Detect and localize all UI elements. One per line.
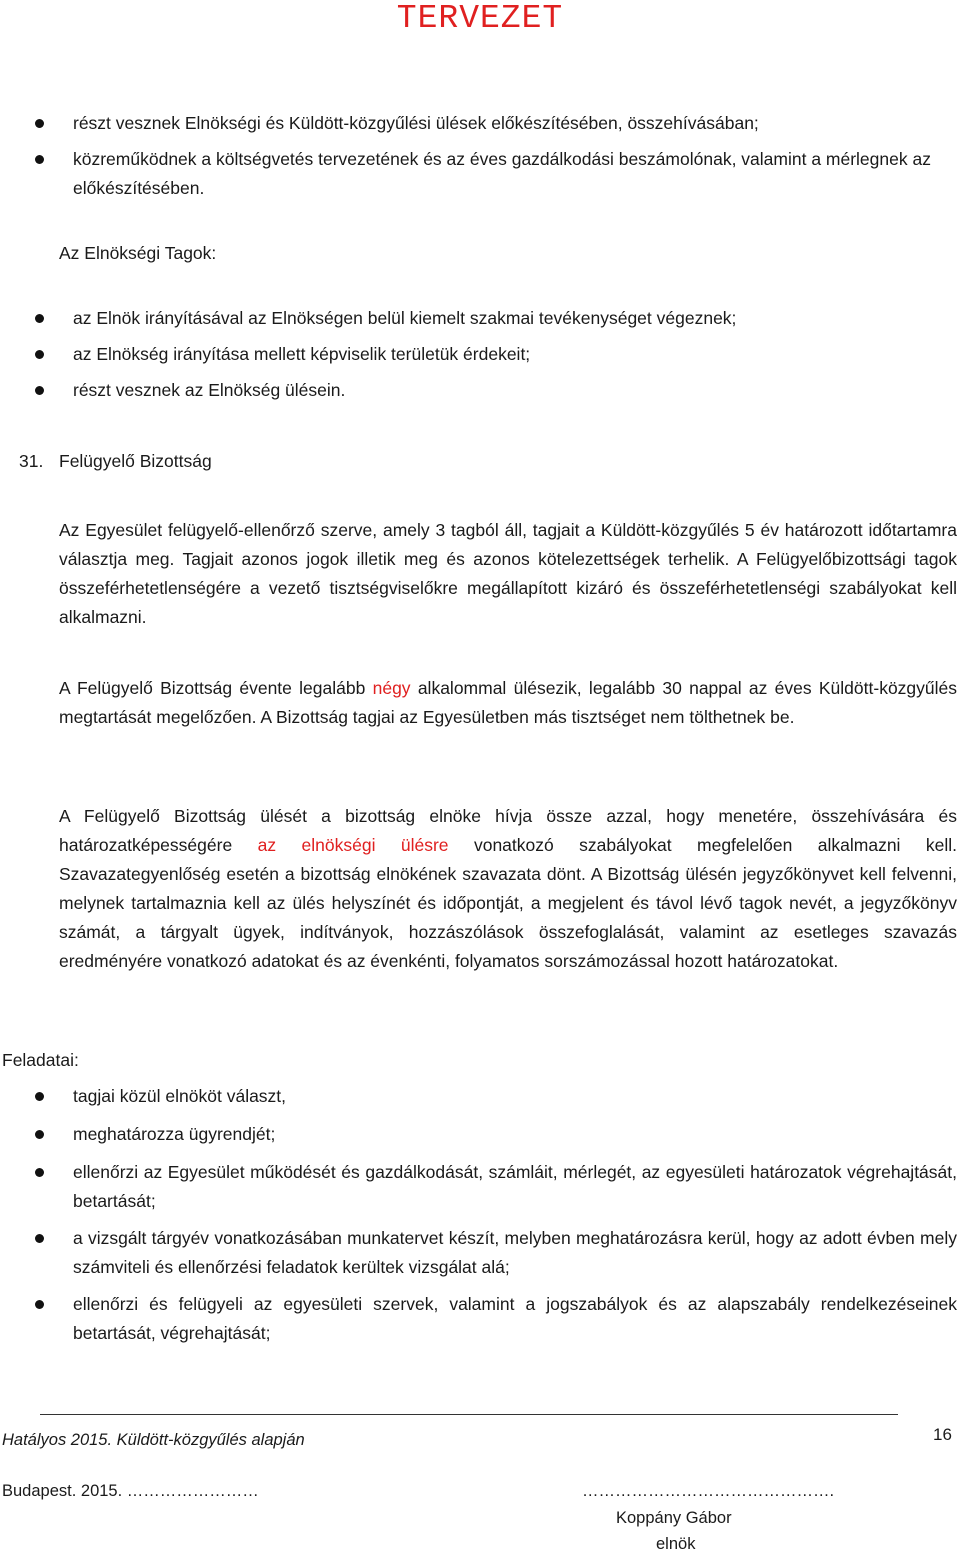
section-number: 31. xyxy=(19,451,44,471)
bullet-icon xyxy=(35,1092,44,1101)
list-item-text: az Elnökség irányítása mellett képviselik területük érdekeit; xyxy=(73,344,531,364)
board-members-list xyxy=(73,304,957,405)
page-number: 16 xyxy=(933,1425,952,1444)
signature-place-date: Budapest. 2015. …………………… xyxy=(2,1482,259,1500)
section-title: Felügyelő Bizottság xyxy=(59,451,212,471)
text-run: A Felügyelő Bizottság évente legalább xyxy=(59,678,373,698)
list-item-text: az Elnök irányításával az Elnökségen belül kiemelt szakmai tevékenységet végeznek; xyxy=(73,308,737,328)
list-item xyxy=(73,145,957,203)
signature-line: ………………………………………. xyxy=(582,1482,835,1500)
signer-block xyxy=(616,1505,732,1557)
tasks-title: Feladatai: xyxy=(2,1050,79,1070)
bullet-icon xyxy=(35,1130,44,1139)
list-item xyxy=(73,109,957,138)
list-item-text: ellenőrzi az Egyesület működését és gazdálkodását, számláit, mérlegét, az egyesületi határozatok végrehajtását, betartását; xyxy=(73,1162,957,1211)
list-item xyxy=(73,1224,957,1282)
text-run: alkalommal ülésezik, legalább 30 nappal az éves Küldött-közgyűlés megtartását megelőzően. A Bizottság tagjai az Egyesületben más tisztséget nem tölthetnek be. xyxy=(59,678,958,727)
draft-watermark: TERVEZET xyxy=(396,0,564,37)
paragraph-composition: Az Egyesület felügyelő-ellenőrző szerve, amely 3 tagból áll, tagjait a Küldött-közgyűlés 5 év határozott időtartamra választja meg. Tagjait azonos jogok illetik meg és azonos kötelezettségek terhelik. A Felügyelőbizottsági tagok összeférhetetlenségére a vezető tisztségviselőkre megállapított kizáró és összeférhetetlenségi szabályokat kell alkalmazni. xyxy=(59,520,957,627)
footer-divider xyxy=(40,1414,898,1415)
bullet-icon xyxy=(35,386,44,395)
paragraph-procedure xyxy=(59,802,957,976)
list-item-text: közreműködnek a költségvetés tervezetének és az éves gazdálkodási beszámolónak, valamint a mérlegnek az előkészítésében. xyxy=(73,149,931,198)
bullet-icon xyxy=(35,155,44,164)
list-item xyxy=(73,1120,957,1149)
list-item-text: tagjai közül elnököt választ, xyxy=(73,1086,287,1106)
list-item xyxy=(73,304,957,333)
highlight-text: az elnökségi ülésre xyxy=(257,835,449,855)
section-heading xyxy=(19,447,212,476)
signer-role: elnök xyxy=(656,1535,696,1553)
highlight-text: négy xyxy=(372,678,411,698)
text-run: A Felügyelő Bizottság ülését a bizottság elnöke hívja össze azzal, hogy menetére, összehívására és határozatképességére xyxy=(59,806,957,855)
duties-list-1 xyxy=(73,109,957,203)
paragraph-meetings xyxy=(59,674,957,732)
list-item xyxy=(73,1082,957,1111)
signer-name: Koppány Gábor xyxy=(616,1509,732,1527)
footer-validity: Hatályos 2015. Küldött-közgyűlés alapján xyxy=(2,1431,305,1449)
board-members-title: Az Elnökségi Tagok: xyxy=(59,243,217,263)
list-item-text: a vizsgált tárgyév vonatkozásában munkatervet készít, melyben meghatározásra kerül, hogy az adott évben mely számviteli és ellenőrzési feladatok kerültek vizsgálat alá; xyxy=(73,1228,957,1277)
list-item xyxy=(73,376,957,405)
list-item xyxy=(73,1290,957,1348)
list-item-text: ellenőrzi és felügyeli az egyesületi szervek, valamint a jogszabályok és az alapszabály rendelkezéseinek betartását, végrehajtását; xyxy=(73,1294,957,1343)
text-run: vonatkozó szabályokat megfelelően alkalmazni kell. Szavazategyenlőség esetén a bizottság elnökének szavazata dönt. A Bizottság ülésén jegyzőkönyvet kell felvenni, melynek tartalmaznia kell az ülés helyszínét és időpontját, a megjelent és távol lévő tagok nevét, a jegyzőkönyv számát, a tárgyalt ügyek, indítványok, hozzászólások összefoglalását, valamint az esetleges szavazás eredményére vonatkozó adatokat és az évenkénti, folyamatos sorszámozással hozott határozatokat. xyxy=(59,835,957,971)
list-item-text: részt vesznek Elnökségi és Küldött-közgyűlési ülések előkészítésében, összehívásában; xyxy=(73,113,759,133)
tasks-list xyxy=(73,1082,957,1348)
bullet-icon xyxy=(35,1234,44,1243)
bullet-icon xyxy=(35,1300,44,1309)
list-item xyxy=(73,340,957,369)
bullet-icon xyxy=(35,314,44,323)
bullet-icon xyxy=(35,1168,44,1177)
list-item xyxy=(73,1158,957,1216)
list-item-text: meghatározza ügyrendjét; xyxy=(73,1124,276,1144)
list-item-text: részt vesznek az Elnökség ülésein. xyxy=(73,380,346,400)
bullet-icon xyxy=(35,350,44,359)
bullet-icon xyxy=(35,119,44,128)
